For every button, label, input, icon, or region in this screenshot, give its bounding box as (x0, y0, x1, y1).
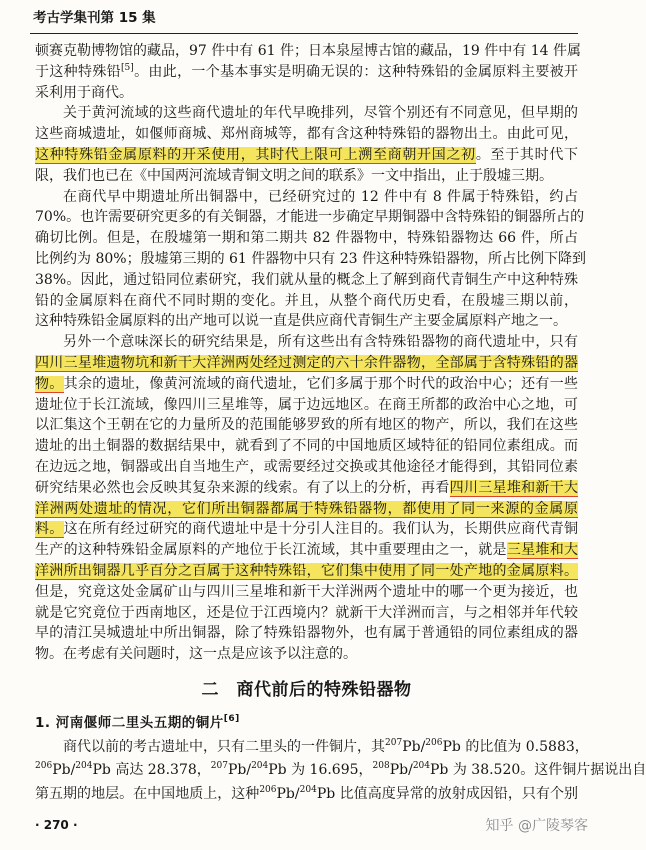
text-run: 另外一个意味深长的研究结果是，所有这些出有含特殊铅器物的商代遗址中，只有 (63, 334, 578, 351)
text-line (35, 783, 578, 807)
highlighted-text: 料。 (35, 521, 64, 538)
highlighted-text: 三星堆和大 (506, 542, 579, 559)
text-run: 遗址位于长江流域，像四川三星堆等，属于边远地区。在商王所都的政治中心之地，可 (35, 396, 578, 413)
superscript: [6] (223, 713, 240, 724)
text-run: 商代以前的考古遗址中，只有二里头的一件铜片，其 (63, 738, 385, 755)
text-run: 就是它究竟位于西南地区，还是位于江西境内？就新干大洋洲而言，与之相邻并年代较 (35, 604, 578, 621)
text-line (35, 582, 578, 603)
text-run: 这些商城遗址，如偃师商城、郑州商城等，都有含这种特殊铅的器物出土。由此可见， (35, 126, 578, 143)
watermark: 知乎 @广陵琴客 (485, 818, 588, 834)
superscript: 206 (425, 737, 443, 748)
section-text (35, 736, 646, 807)
text-line (35, 395, 578, 416)
text-line (35, 311, 578, 332)
text-run: Pb 的比值为 0.5883， (442, 738, 589, 755)
text-run: 关于黄河流域的这些商代遗址的年代早晚排列，尽管个别还有不同意见，但早期的 (63, 105, 578, 122)
text-run: Pb/ (227, 762, 252, 779)
text-line (35, 540, 578, 561)
paragraph (35, 187, 586, 333)
highlighted-text: 四川三星堆遗物坑和新干大洋洲两处经过测定的六十余件器物，全部属于含特殊铅的器 (35, 354, 578, 371)
text-line (35, 62, 578, 83)
text-run: 70%。也许需要研究更多的有关铜器，才能进一步确定早期铜器中含特殊铅的铜器所占的 (35, 209, 585, 226)
text-run: 。至于其时代下 (475, 146, 579, 163)
highlighted-text: 物。 (35, 375, 64, 392)
text-run: 研究结果必然也会反映其复杂来源的线索。有了以上的分析，再看 (35, 479, 450, 496)
text-line (35, 519, 578, 540)
text-line (35, 736, 589, 760)
header-rule (30, 33, 578, 34)
text-run: 早的清江吴城遗址中所出铜器，除了特殊铅器物外，也有属于普通铅的同位素组成的器 (35, 625, 578, 642)
paragraph (35, 103, 578, 186)
text-line (35, 249, 586, 270)
body-text (35, 41, 646, 806)
text-line (35, 207, 585, 228)
text-line (35, 145, 578, 166)
text-run: Pb/ (52, 762, 76, 779)
text-line (35, 603, 578, 624)
highlighted-text: 四川三星堆和新干大 (449, 479, 579, 496)
text-run: 这在所有经过研究的商代遗址中是十分引人注目的。我们认为，长期供应商代青铜 (63, 521, 579, 538)
text-run: Pb 高达 28.378， (92, 762, 211, 779)
text-line (35, 457, 578, 478)
text-line (35, 291, 578, 312)
superscript: 207 (385, 737, 403, 748)
superscript: 204 (412, 761, 431, 772)
text-line (35, 436, 578, 457)
subsection-heading (35, 712, 578, 734)
text-line (35, 228, 578, 249)
main-text (35, 41, 586, 665)
text-line (35, 103, 578, 124)
highlighted-text: 这种特殊铅金属原料的开采使用，其时代上限可上溯至商朝开国之初 (35, 146, 476, 163)
running-head: 考古学集刊第 15 集 (33, 10, 156, 26)
text-line (35, 187, 578, 208)
text-line (35, 124, 578, 145)
text-line (35, 759, 646, 783)
text-run: 这种特殊铅金属原料的出产地可以说一直是供应商代青铜生产主要金属原料产地之一。 (35, 313, 567, 330)
paragraph (35, 332, 578, 665)
superscript: 204 (299, 784, 317, 795)
text-line (35, 270, 578, 291)
text-run: 确切比例。但是，在殷墟第一期和第二期共 82 件器物中，特殊铅器物达 66 件，所占 (35, 230, 578, 247)
superscript: 206 (35, 761, 53, 772)
page-number: · 270 · (35, 818, 78, 832)
text-run: 铅的金属原料在商代不同时期的变化。并且，从整个商代历史看，在殷墟三期以前， (35, 292, 578, 309)
text-line (35, 561, 578, 582)
text-line (35, 332, 578, 353)
text-run: 在商代早中期遗址所出铜器中，已经研究过的 12 件中有 8 件属于特殊铅，约占 (63, 188, 578, 205)
text-run: Pb 比值高度异常的放射成因铅，只有个别 (316, 785, 578, 802)
text-line (35, 644, 578, 665)
text-run: 顿赛克勒博物馆的藏品，97 件中有 61 件；日本泉屋博古馆的藏品，19 件中有 14 件属 (35, 43, 581, 59)
text-line (35, 499, 578, 520)
text-run: 于这种特殊铅 (35, 63, 121, 80)
text-run: 第五期的地层。在中国地质上，这种 (35, 785, 260, 802)
superscript: 204 (75, 761, 93, 772)
text-run: 限，我们也已在《中国两河流域青铜文明之间的联系》一文中指出，止于殷墟三期。 (35, 167, 553, 184)
text-run: 38%。因此，通过铅同位素研究，我们就从量的概念上了解到商代青铜生产中这种特殊 (35, 271, 578, 288)
section-heading: 二 商代前后的特殊铅器物 (201, 679, 412, 700)
text-run: 以汇集这个王朝在它的力量所及的范围能够罗致的所有地区的物产，所以，我们在这些 (35, 417, 578, 434)
text-line (35, 415, 578, 436)
text-run: Pb/ (402, 738, 426, 755)
text-run: 1. 河南偃师二里头五期的铜片 (35, 714, 224, 731)
text-line (35, 374, 578, 395)
text-run: 遗址的出土铜器的数据结果中，就看到了不同的中国地质区域特征的铅同位素组成。而 (35, 438, 578, 455)
text-line (35, 353, 578, 374)
text-run: 生产的这种特殊铅金属原料的产地位于长江流域，其中重要理由之一，就是 (35, 542, 507, 559)
text-line (35, 41, 581, 62)
text-line (35, 83, 578, 104)
text-run: Pb 为 38.520。这件铜片据说出自 (430, 762, 646, 779)
text-run: 物。在考虑有关问题时，这一点是应该予以注意的。 (35, 646, 357, 663)
superscript: 207 (210, 761, 228, 772)
paragraph (35, 41, 581, 103)
highlighted-text: 洋洲所出铜器几乎百分之百属于这种特殊铅，它们集中使用了同一处产地的金属原料。 (35, 562, 578, 579)
text-run: Pb 为 16.695， (268, 762, 373, 779)
text-run: Pb/ (389, 762, 413, 779)
text-line (35, 623, 578, 644)
superscript: 204 (251, 761, 269, 772)
text-line (35, 166, 578, 187)
text-run: Pb/ (276, 785, 300, 802)
text-run: 比例约为 80%；殷墟第三期的 61 件器物中只有 23 件这种特殊铅器物，所占比例下降到 (35, 250, 586, 267)
text-run: 。由此，一个基本事实是明确无误的：这种特殊铅的金属原料主要被开 (133, 63, 579, 80)
text-run: 其余的遗址，像黄河流域的商代遗址，它们多属于那个时代的政治中心；还有一些 (63, 375, 579, 392)
text-run: 在边远之地，铜器或出自当地生产，或需要经过交换或其他途径才能得到，其铅同位素 (35, 458, 578, 475)
superscript: [5] (121, 62, 134, 73)
superscript: 208 (372, 761, 390, 772)
paragraph (35, 736, 646, 807)
highlighted-text: 洋洲两处遗址的情况，它们所出铜器都属于特殊铅器物，都使用了同一来源的金属原 (35, 500, 578, 517)
text-line (35, 478, 578, 499)
superscript: 206 (259, 784, 277, 795)
text-run: 采利用于商代。 (35, 84, 133, 101)
text-run: 但是，究竟这处金属矿山与四川三星堆和新干大洋洲两个遗址中的哪一个更为接近，也 (35, 583, 578, 600)
